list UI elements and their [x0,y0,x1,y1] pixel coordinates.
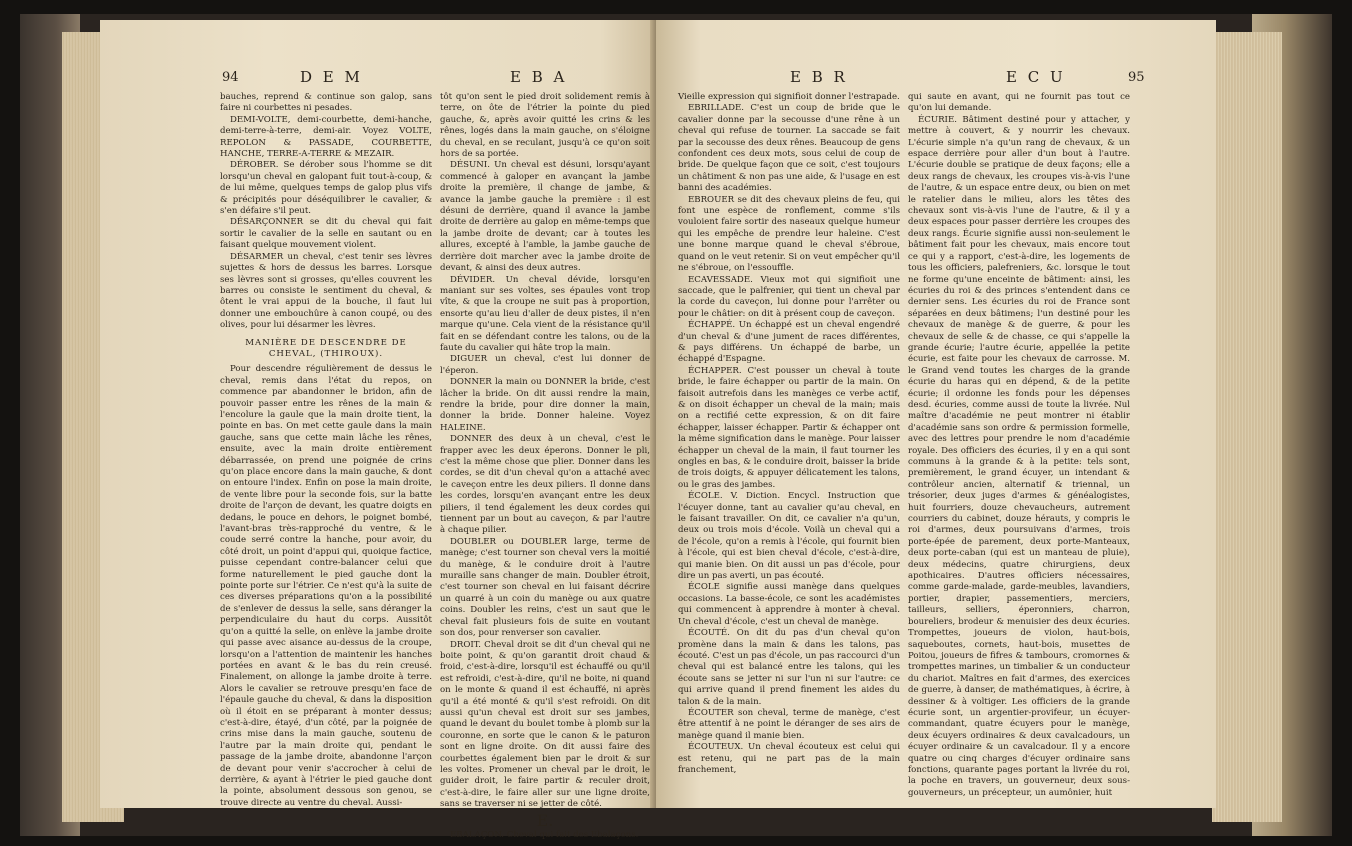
paragraph: DEMI-VOLTE, demi-courbette, demi-hanche, demi-terre-à-terre, demi-air. Voyez VOLTE, REPOLON & PASSADE, COURBETTE, HANCHE, TERRE-A-TERRE & MEZAIR. [220,114,432,160]
paragraph: DÉSUNI. Un cheval est désuni, lorsqu'ayant commencé à galoper en avançant la jambe droite la première, il change de jambe, & avance la jambe gauche la première : il est désuni de derrière, quand il avance la jambe droite de derrière au galop en même-temps que la jambe droite de devant; car à toutes les allures, excepté à l'amble, la jambe gauche de derrière doit marcher avec la jambe droite de devant, & ainsi des deux autres. [440,160,650,274]
left-page-column-1 [220,92,432,808]
paragraph: EBRILLADE. C'est un coup de bride que le cavalier donne par la secousse d'une rêne à un cheval qui refuse de tourner. La saccade se fait par la secousse des deux rênes. Beaucoup de gens confondent ces deux mots, sous celui de coup de bride. De quelque façon que ce soit, c'est toujours un châtiment & non pas une aide, & l'usage en est banni des académies. [678,103,900,194]
right-page-column-1 [678,92,900,782]
paragraph: DONNER la main ou DONNER la bride, c'est lâcher la bride. On dit aussi rendre la main, rendre la bride, pour dire donner la main, donner la bride. Donner haleine. Voyez HALEINE. [440,377,650,433]
paragraph: ÉCOLE signifie aussi manège dans quelques occasions. La basse-école, ce sont les académistes qui commencent à apprendre à monter à cheval. Un cheval d'école, c'est un cheval de manège. [678,582,900,627]
paragraph: DONNER des deux à un cheval, c'est le frapper avec les deux éperons. Donner le pli, c'est la même chose que plier. Donner dans les cordes, se dit d'un cheval qu'on a attaché avec le caveçon entre les deux piliers. Il donne dans les cordes, lorsqu'en avançant entre les deux piliers, il tend également les deux cordes qui tiennent par un bout au caveçon, & par l'autre à chaque pilier. [440,434,650,536]
paragraph: EBROUER se dit des chevaux pleins de feu, qui font une espèce de ronflement, comme s'ils vouloient faire sortir des naseaux quelque humeur qui les empêche de prendre leur haleine. C'est une bonne marque quand le cheval s'ébroue, quand on le veut retenir. Si on veut empêcher qu'il ne s'ébroue, on l'essouffle. [678,194,900,274]
paragraph: qui saute en avant, qui ne fournit pas tout ce qu'on lui demande. [908,92,1130,114]
running-head-left: D E M [300,68,363,86]
paragraph: ÉCOUTER son cheval, terme de manège, c'est être attentif à ne point le déranger de ses airs de manège quand il manie bien. [678,707,900,741]
letter-heading: E. [536,810,554,830]
page-number-left: 94 [222,70,239,85]
paragraph: ECAVESSADE. Vieux mot qui signifioit une saccade, que le palfrenier, qui tient un cheval par la corde du caveçon, lui donne pour l'arrêter ou pour le châtier: on dit à présent coup de caveçon. [678,274,900,319]
paragraph: ÉCURIE. Bâtiment destiné pour y attacher, y mettre à couvert, & y nourrir les chevaux. L'écurie simple n'a qu'un rang de chevaux, & un espace derrière pour aller d'un bout à l'autre. L'écurie double se pratique de deux façons; elle a deux rangs de chevaux, les croupes vis-à-vis l'une de l'autre, & un espace entre deux, ou bien on met le ratelier dans le milieu, alors les têtes des chevaux sont vis-à-vis l'une de l'autre, & il y a deux espaces pour passer derrière les croupes des deux rangs. Écurie signifie aussi non-seulement le bâtiment fait pour les chevaux, mais encore tout ce qui y a rapport, c'est-à-dire, les logements de tous les officiers, palefreniers, &c. lorsque le tout ne forme qu'une enceinte de bâtiment: ainsi, les écuries du roi & des princes s'entendent dans ce dernier sens. Les écuries du roi de France sont séparées en deux bâtimens; l'un destiné pour les chevaux de manège & de guerre, & pour les chevaux de selle & de chasse, ce qui s'appelle la grande écurie; l'autre écurie, appellée la petite écurie, est faite pour les chevaux de carrosse. M. le Grand vend toutes les charges de la grande écurie du haras qui en dépend, & de la petite écurie; il ordonne les fonds pour les dépenses desd. écuries, comme aussi de toute la livrée. Nul maître d'académie ne peut montrer ni établir d'académie sans son ordre & permission formelle, avec des lettres pour prendre le nom d'académie royale. Des officiers des écuries, il y en a qui sont communs à la grande & à la petite: tels sont, premièrement, le grand écuyer, un intendant & contrôleur ancien, alternatif & triennal, un trésorier, deux juges d'armes & généalogistes, huit fourriers, douze chevaucheurs, autrement courriers du cabinet, douze hérauts, y compris le roi d'armes, deux poursuivans d'armes, trois porte-épée de parement, deux porte-Manteaux, deux porte-caban (qui est un manteau de pluie), deux médecins, quatre chirurgiens, deux apothicaires. D'autres officiers nécessaires, comme garde-malade, garde-meubles, lavandiers, portier, drapier, passementiers, merciers, tailleurs, selliers, éperonniers, charron, boureliers, brodeur & menuisier des deux écuries. Trompettes, joueurs de violon, haut-bois, saqueboutes, cornets, haut-bois, musettes de Poitou, joueurs de fifres & tambours, cromornes & trompettes marines, un timbalier & un conducteur du chariot. Maîtres en fait d'armes, des exercices de guerre, à danser, de mathématiques, à écrire, à dessiner & à voltiger. Les officiers de la grande écurie sont, un argentier-provifeur, un écuyer-commandant, quatre écuyers pour le manège, deux écuyers ordinaires & deux cavalcadours, un écuyer ordinaire & un cavalcadour. Il y a encore quatre ou cinq charges d'écuyer ordinaire sans fonctions, quarante pages portant la livrée du roi, la poche en travers, un gouverneur, deux sous-gouverneurs, un précepteur, un aumônier, huit [908,114,1130,798]
paragraph: DÉROBER. Se dérober sous l'homme se dit lorsqu'un cheval en galopant fuit tout-à-coup, & de lui même, quelques temps de galop plus vifs & précipités pour déséquilibrer le cavalier, & s'en défaire s'il peut. [220,160,432,217]
paragraph: ÉCOLE. V. Diction. Encycl. Instruction que l'écuyer donne, tant au cavalier qu'au cheval, en le faisant travailler. On dit, ce cavalier n'a qu'un, deux ou trois mois d'école. Voilà un cheval qui a de l'école, qu'on a remis à l'école, qui fournit bien à l'école, qui est bien cheval d'école, c'est-à-dire, qui manie bien. On dit aussi un pas d'école, pour dire un pas averti, un pas écouté. [678,491,900,582]
paragraph: tôt qu'on sent le pied droit solidement remis à terre, on ôte de l'étrier la pointe du pied gauche, &, après avoir quitté les crins & les rênes, logés dans la main gauche, on s'éloigne du cheval, en se reculant, jusqu'à ce qu'on soit hors de sa portée. [440,92,650,160]
paragraph: EBALAÇON. Cheval qui fait des Ebalaçons. [450,830,639,840]
running-head-right: E C U [1006,68,1066,86]
paragraph: DIGUER un cheval, c'est lui donner de l'éperon. [440,354,650,376]
right-page-column-2 [908,92,1130,798]
left-page [100,20,656,840]
page-number-right: 95 [1128,70,1145,85]
page-stack-right [1212,32,1282,822]
paragraph: ÉCHAPPÉ. Un échappé est un cheval engendré d'un cheval & d'une jument de races différentes, & pays différens. Un échappé de barbe, un échappé d'Espagne. [678,320,900,365]
section-heading: MANIÈRE DE DESCENDRE DE CHEVAL, (THIROUX). [245,337,407,359]
paragraph: DÉSARMER un cheval, c'est tenir ses lèvres sujettes & hors de dessus les barres. Lorsque ses lèvres sont si grosses, qu'elles couvrent les barres ou consiste le sentiment du cheval, & ôtent le vrai appui de la bouche, il faut lui donner une embouchûre à canon coupé, ou des olives, pour lui désarmer les lèvres. [220,251,432,331]
paragraph: DROIT. Cheval droit se dit d'un cheval qui ne boite point, & qu'on garantit droit chaud & froid, c'est-à-dire, lorsqu'il est échauffé ou qu'il est refroidi, c'est-à-dire, qu'il ne boite, ni quand on le monte & quand il est échauffé, ni après qu'il a été monté & qu'il s'est refroidi. On dit aussi qu'un cheval est droit sur ses jambes, quand le devant du boulet tombe à plomb sur la couronne, en sorte que le canon & le paturon sont en ligne droite. On dit aussi faire des courbettes également bien par le droit & sur les voltes. Promener un cheval par le droit, le guider droit, le faire partir & reculer droit, c'est-à-dire, le faire aller sur une ligne droite, sans se traverser ni se jetter de côté. [440,639,650,810]
running-head-right: E B A [510,68,568,86]
paragraph: DOUBLER ou DOUBLER large, terme de manège; c'est tourner son cheval vers la moitié du manège, & le conduire droit à l'autre muraille sans changer de main. Doubler étroit, c'est tourner son cheval en lui faisant décrire un quarré à un coin du manège ou aux quatre coins. Doubler les reins, c'est un saut que le cheval fait plusieurs fois de suite en voutant son dos, pour renverser son cavalier. [440,536,650,639]
paragraph: ÉCOUTEUX. Un cheval écouteux est celui qui est retenu, qui ne part pas de la main franchement, [678,742,900,775]
paragraph: DÉVIDER. Un cheval dévide, lorsqu'en maniant sur ses voltes, ses épaules vont trop vîte, & que la croupe ne suit pas à proportion, ensorte qu'au lieu d'aller de deux pistes, il n'en marque qu'une. Cela vient de la résistance qu'il fait en se défendant contre les talons, ou de la faute du cavalier qui hâte trop la main. [440,274,650,353]
left-page-column-2 [440,92,650,840]
paragraph: ÉCHAPPER. C'est pousser un cheval à toute bride, le faire échapper ou partir de la main. On faisoit autrefois dans les manèges ce verbe actif, & on disoit échapper un cheval de la main; mais on a rectifié cette expression, & on dit faire échapper, laisser échapper. Partir & échapper ont la même signification dans le manège. Pour laisser échapper un cheval de la main, il faut tourner les ongles en bas, & le conduire droit, baisser la bride de trois doigts, & appuyer délicatement les talons, ou le gras des jambes. [678,365,900,490]
paragraph: Pour descendre régulièrement de dessus le cheval, remis dans l'état du repos, on commence par abandonner le bridon, afin de pouvoir passer entre les rênes de la main & l'encolure la gaule que la main droite tient, la pointe en bas. On met cette gaule dans la main gauche, sans que cette main lâche les rênes, ensuite, avec la main droite entièrement débarrassée, on prend une poignée de crins qu'on place encore dans la main gauche, & dont on entoure l'index. Enfin on pose la main droite, de vente libre pour la seconde fois, sur la batte droite de l'arçon de devant, les quatre doigts en dedans, le pouce en dehors, le poignet bombé, l'avant-bras très-rapproché du ventre, & le coude serré contre la hanche, pour avoir, du côté droit, un point d'appui qui, quoique factice, puisse cependant contre-balancer celui que forme naturellement le pied gauche dont la pointe porte sur l'étrier. Ce n'est qu'à la suite de ces diverses préparations qu'on a la possibilité de s'enlever de dessus la selle, sans déranger la perpendiculaire du haut du corps. Aussitôt qu'on a quitté la selle, on enlève la jambe droite qui passe avec aisance au-dessus de la croupe, lorsqu'on a l'attention de maintenir les hanches portées en avant & le bas du rein creusé. Finalement, on allonge la jambe droite à terre. Alors le cavalier se retrouve presqu'en face de l'épaule gauche du cheval, & dans la disposition où il étoit en se préparant à monter dessus; c'est-à-dire, étayé, d'un côté, par la poignée de crins mise dans la main gauche, soutenu de l'autre par la main droite qui, pendant le passage de la jambe droite, abandonne l'arçon de devant pour venir s'accrocher à celui de derrière, & ayant à l'étrier le pied gauche dont la pointe, absolument dessous son genou, se trouve directe au ventre du cheval. Aussi- [220,364,432,808]
right-page [656,20,1216,808]
paragraph: ÉCOUTÉ. On dit du pas d'un cheval qu'on promène dans la main & dans les talons, pas écouté. C'est un pas d'école, un pas raccourci d'un cheval qui est balancé entre les talons, qui les écoute sans se jetter ni sur l'un ni sur l'autre: ce qui arrive quand il prend finement les aides du talon & de la main. [678,628,900,707]
paragraph: DÉSARÇONNER se dit du cheval qui fait sortir le cavalier de la selle en sautant ou en faisant quelque mouvement violent. [220,217,432,251]
paragraph: bauches, reprend & continue son galop, sans faire ni courbettes ni pesades. [220,92,432,114]
running-head-left: E B R [790,68,848,86]
paragraph: Vieille expression qui signifioit donner l'estrapade. [678,92,900,102]
